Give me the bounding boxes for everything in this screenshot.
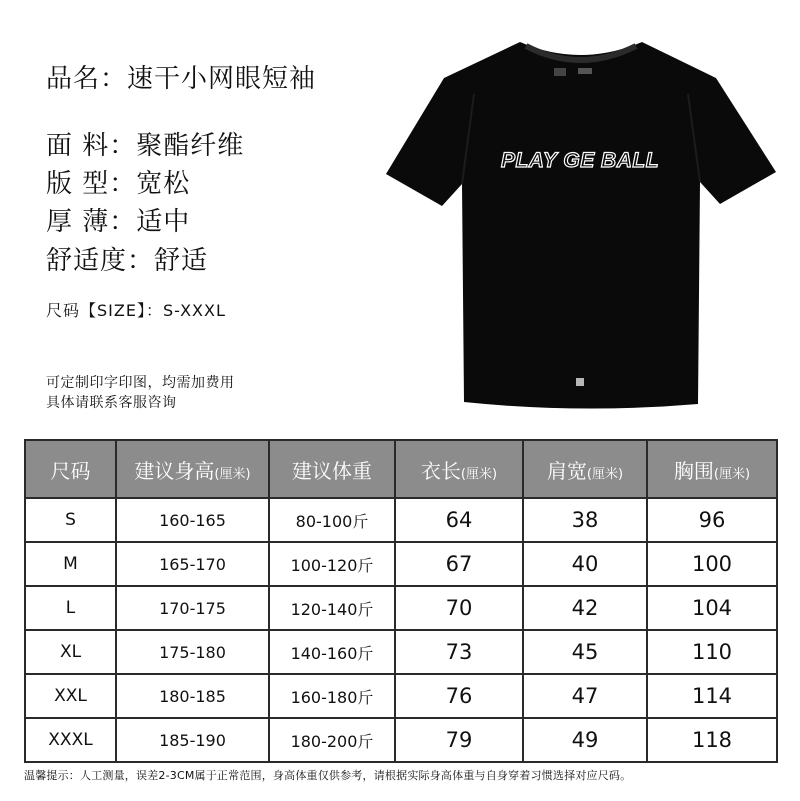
spec-fabric: 面 料：聚酯纤维 (46, 131, 245, 161)
cell-chest: 110 (647, 630, 777, 674)
cell-height: 170-175 (116, 586, 269, 630)
table-row (25, 542, 777, 586)
cell-length: 79 (395, 718, 523, 762)
header-height: 建议身高(厘米) (116, 440, 269, 498)
cell-height: 175-180 (116, 630, 269, 674)
cell-size: L (25, 586, 116, 630)
cell-shoulder: 40 (523, 542, 647, 586)
tshirt-tag (554, 68, 566, 76)
spec-comfort: 舒适度：舒适 (46, 246, 209, 276)
spec-fit: 版 型：宽松 (46, 169, 191, 199)
cell-shoulder: 42 (523, 586, 647, 630)
cell-weight: 80-100斤 (269, 498, 395, 542)
tshirt-image (380, 34, 780, 414)
cell-length: 73 (395, 630, 523, 674)
cell-weight: 120-140斤 (269, 586, 395, 630)
tshirt-print: PLAY GE BALL (500, 149, 660, 172)
custom-note-line-2: 具体请联系客服咨询 (46, 395, 177, 411)
header-shoulder: 肩宽(厘米) (523, 440, 647, 498)
cell-size: M (25, 542, 116, 586)
cell-size: XXXL (25, 718, 116, 762)
cell-length: 76 (395, 674, 523, 718)
cell-chest: 96 (647, 498, 777, 542)
cell-weight: 180-200斤 (269, 718, 395, 762)
cell-height: 180-185 (116, 674, 269, 718)
cell-shoulder: 38 (523, 498, 647, 542)
header-chest: 胸围(厘米) (647, 440, 777, 498)
table-row (25, 498, 777, 542)
size-table (24, 439, 778, 763)
cell-height: 160-165 (116, 498, 269, 542)
cell-height: 185-190 (116, 718, 269, 762)
cell-weight: 160-180斤 (269, 674, 395, 718)
table-row (25, 630, 777, 674)
header-size: 尺码 (25, 440, 116, 498)
header-length: 衣长(厘米) (395, 440, 523, 498)
table-row (25, 674, 777, 718)
cell-length: 64 (395, 498, 523, 542)
cell-size: XXL (25, 674, 116, 718)
cell-chest: 118 (647, 718, 777, 762)
cell-length: 67 (395, 542, 523, 586)
cell-shoulder: 49 (523, 718, 647, 762)
table-row (25, 718, 777, 762)
cell-size: XL (25, 630, 116, 674)
table-row (25, 586, 777, 630)
custom-note-line-1: 可定制印字印图，均需加费用 (46, 375, 235, 391)
cell-weight: 140-160斤 (269, 630, 395, 674)
product-name: 品名：速干小网眼短袖 (46, 64, 317, 94)
cell-height: 165-170 (116, 542, 269, 586)
cell-size: S (25, 498, 116, 542)
cell-chest: 100 (647, 542, 777, 586)
cell-weight: 100-120斤 (269, 542, 395, 586)
cell-chest: 114 (647, 674, 777, 718)
cell-shoulder: 45 (523, 630, 647, 674)
spec-thickness: 厚 薄：适中 (46, 207, 191, 237)
tshirt-body (386, 42, 776, 409)
size-range: 尺码【SIZE】：S-XXXL (46, 301, 226, 320)
cell-length: 70 (395, 586, 523, 630)
cell-chest: 104 (647, 586, 777, 630)
header-weight: 建议体重 (269, 440, 395, 498)
cell-shoulder: 47 (523, 674, 647, 718)
footer-note: 温馨提示：人工测量，误差2-3CM属于正常范围，身高体重仅供参考，请根据实际身高体重与自身穿着习惯选择对应尺码。 (24, 769, 632, 782)
size-table-header (25, 440, 777, 498)
